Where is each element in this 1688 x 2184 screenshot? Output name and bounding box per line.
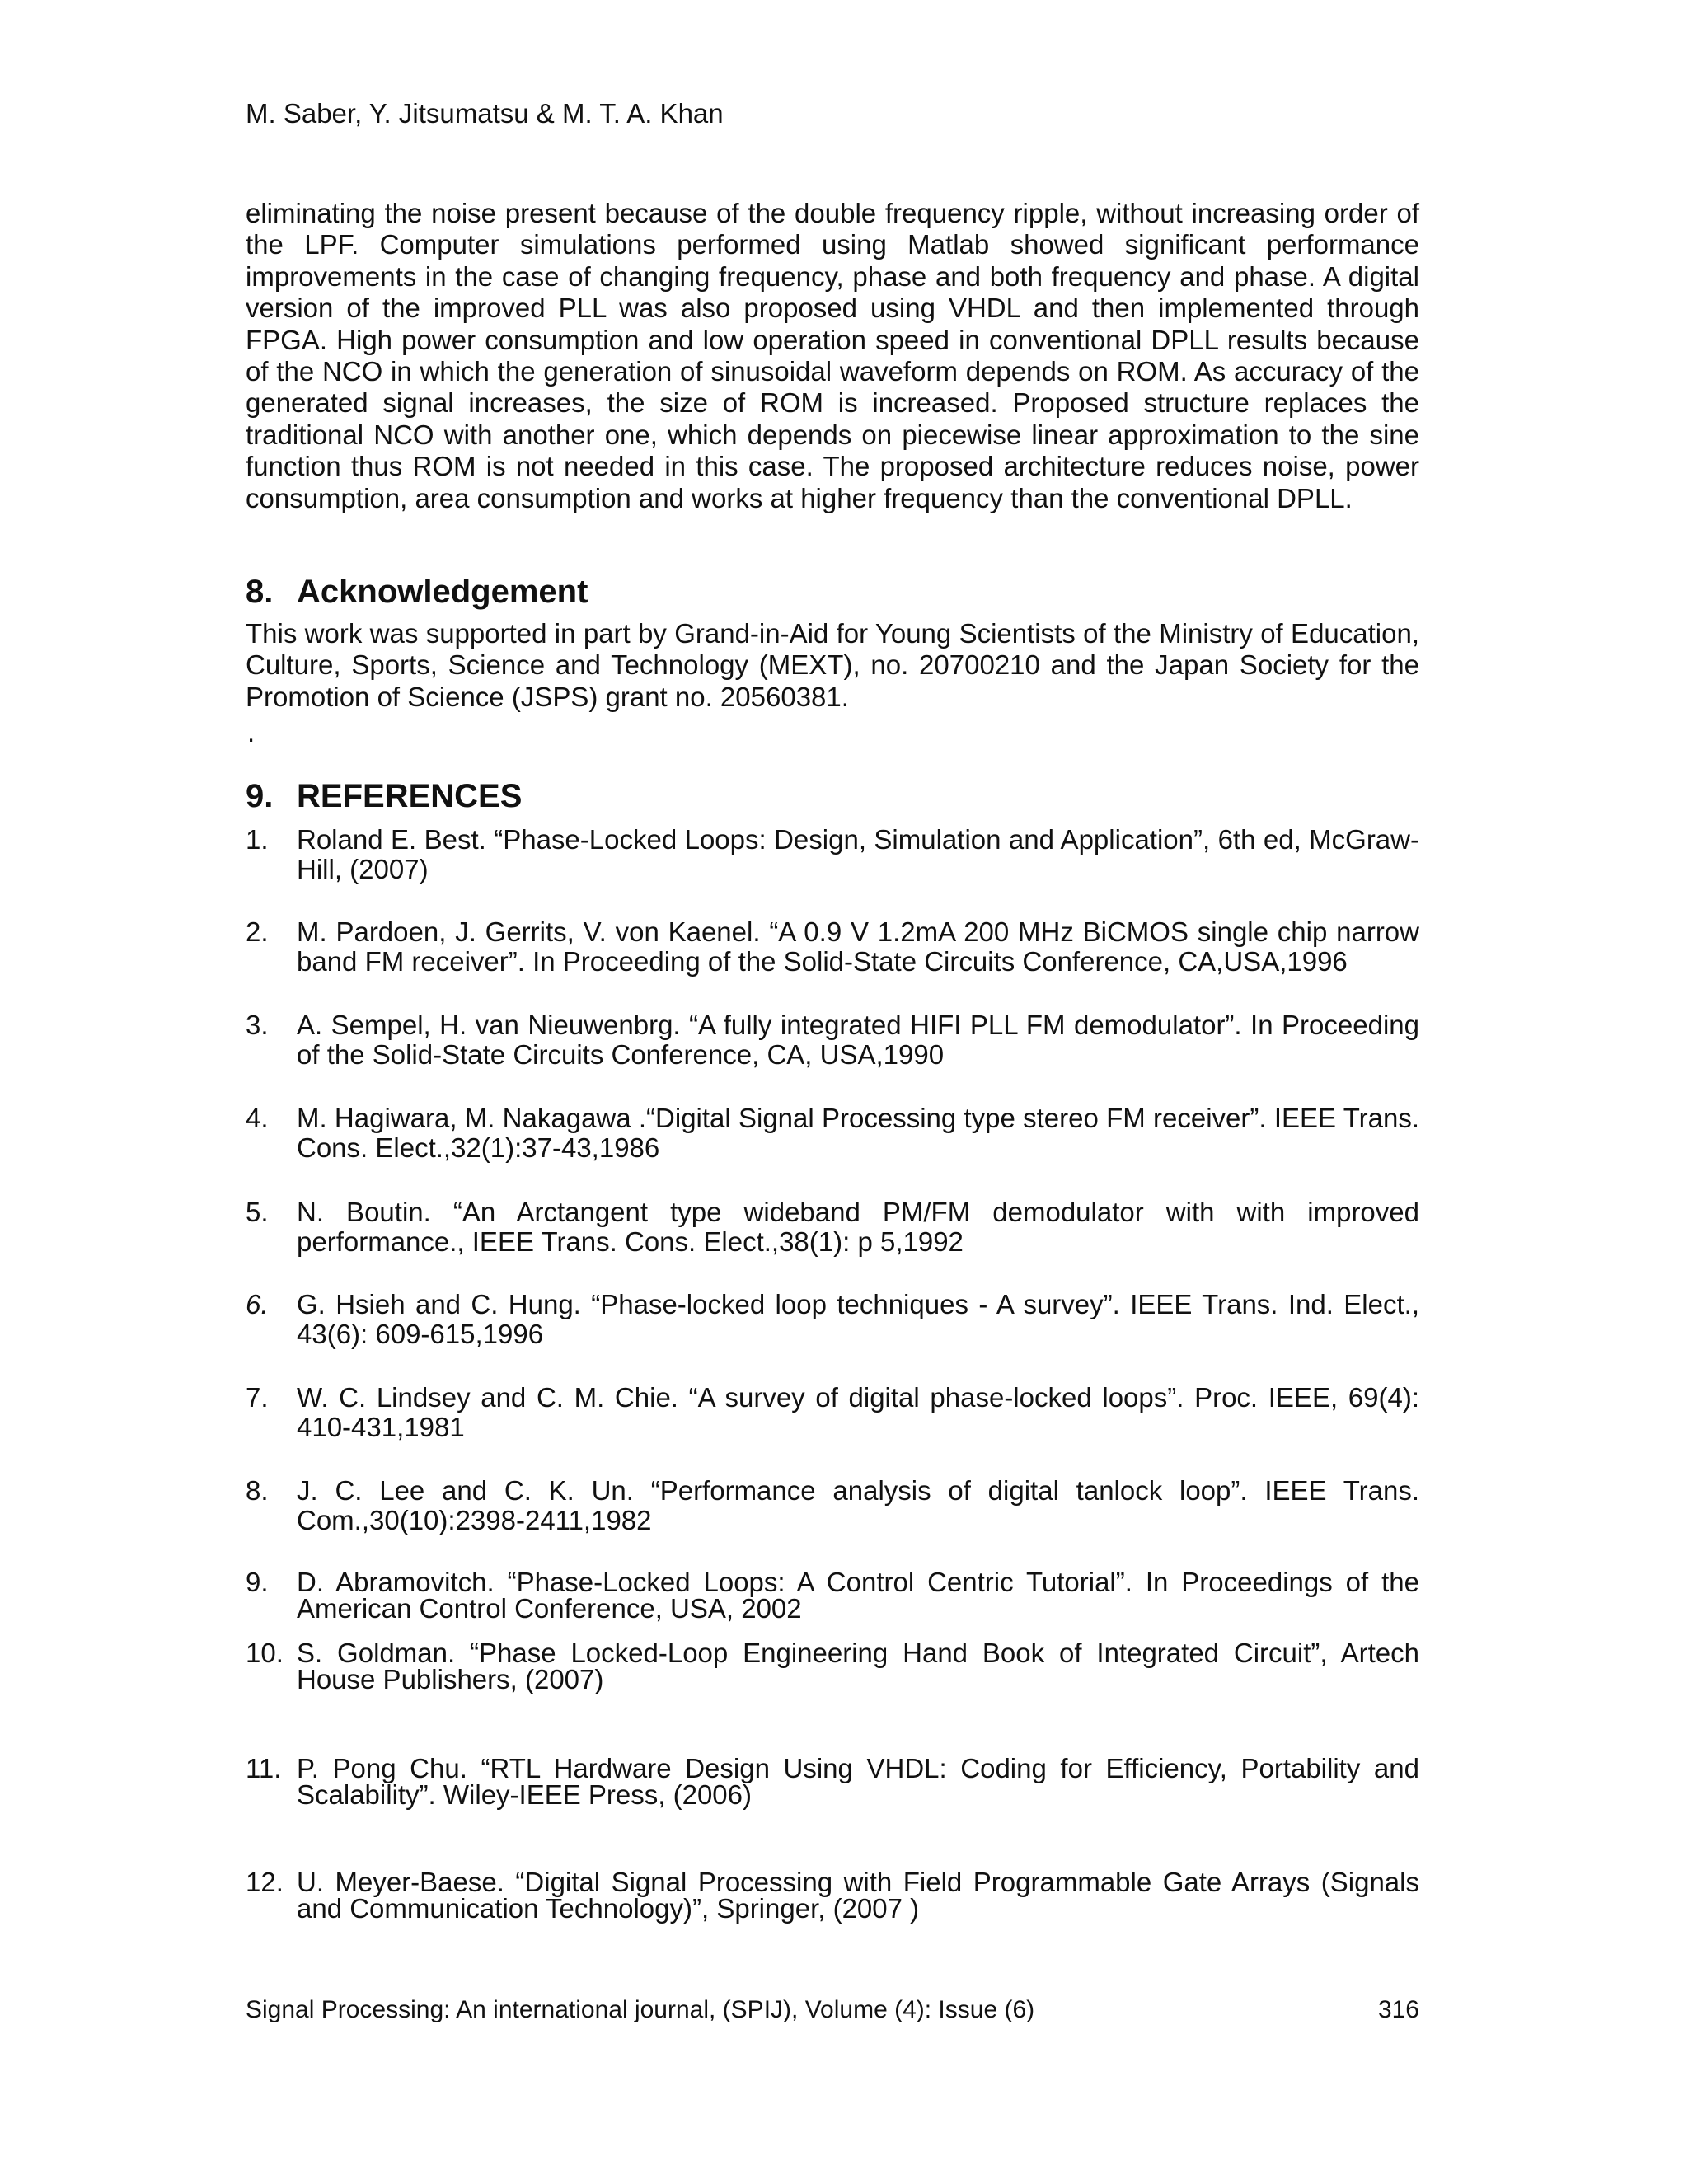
reference-item <box>246 1383 1419 1442</box>
reference-text: G. Hsieh and C. Hung. “Phase-locked loop techniques - A survey”. IEEE Trans. Ind. Elect., 43(6): 609-615,1996 <box>297 1289 1419 1349</box>
acknowledgement-heading <box>246 572 588 612</box>
section-number: 9. <box>246 778 274 814</box>
references-heading <box>246 776 522 816</box>
reference-number: 8. <box>246 1475 269 1506</box>
reference-number: 11. <box>246 1753 282 1783</box>
section-title: Acknowledgement <box>297 574 588 610</box>
section-number: 8. <box>246 574 274 610</box>
reference-item <box>246 1569 1419 1622</box>
reference-text: J. C. Lee and C. K. Un. “Performance analysis of digital tanlock loop”. IEEE Trans. Com.,30(10):2398-2411,1982 <box>297 1475 1419 1535</box>
reference-number: 4. <box>246 1103 269 1133</box>
reference-item <box>246 1476 1419 1535</box>
acknowledgement-text: This work was supported in part by Grand-in-Aid for Young Scientists of the Ministry of Education, Culture, Sports, Science and Technology (MEXT), no. 20700210 and the Japan Society for the Promotion of Science (JSPS) grant no. 20560381. <box>246 618 1419 712</box>
reference-text: U. Meyer-Baese. “Digital Signal Processing with Field Programmable Gate Arrays (Signals and Communication Technology)”, Springer, (2007 ) <box>297 1867 1419 1924</box>
reference-text: W. C. Lindsey and C. M. Chie. “A survey of digital phase-locked loops”. Proc. IEEE, 69(4): 410-431,1981 <box>297 1382 1419 1442</box>
footer-journal-line: Signal Processing: An international journal, (SPIJ), Volume (4): Issue (6) <box>246 1996 1035 2023</box>
reference-item <box>246 917 1419 977</box>
reference-item <box>246 825 1419 884</box>
reference-item <box>246 1755 1419 1808</box>
footer-page-number: 316 <box>1377 1996 1419 2023</box>
stray-period: . <box>247 717 256 748</box>
reference-item <box>246 1197 1419 1257</box>
reference-number: 2. <box>246 916 269 947</box>
reference-item <box>246 1104 1419 1163</box>
reference-text: A. Sempel, H. van Nieuwenbrg. “A fully integrated HIFI PLL FM demodulator”. In Proceeding of the Solid-State Circuits Conference, CA, USA,1990 <box>297 1010 1419 1070</box>
reference-number: 3. <box>246 1010 269 1040</box>
section-title: REFERENCES <box>297 778 523 814</box>
reference-number: 1. <box>246 824 269 855</box>
reference-item <box>246 1010 1419 1070</box>
reference-item <box>246 1640 1419 1693</box>
reference-text: M. Pardoen, J. Gerrits, V. von Kaenel. “A 0.9 V 1.2mA 200 MHz BiCMOS single chip narrow band FM receiver”. In Proceeding of the Solid-State Circuits Conference, CA,USA,1996 <box>297 916 1419 977</box>
running-head-authors: M. Saber, Y. Jitsumatsu & M. T. A. Khan <box>246 98 724 129</box>
reference-item <box>246 1869 1419 1922</box>
reference-text: N. Boutin. “An Arctangent type wideband PM/FM demodulator with with improved performance., IEEE Trans. Cons. Elect.,38(1): p 5,1992 <box>297 1197 1419 1257</box>
reference-number: 9. <box>246 1567 269 1597</box>
reference-text: D. Abramovitch. “Phase-Locked Loops: A Control Centric Tutorial”. In Proceedings of the American Control Conference, USA, 2002 <box>297 1567 1419 1624</box>
reference-text: Roland E. Best. “Phase-Locked Loops: Design, Simulation and Application”, 6th ed, McGraw-Hill, (2007) <box>297 824 1419 884</box>
reference-text: M. Hagiwara, M. Nakagawa .“Digital Signal Processing type stereo FM receiver”. IEEE Trans. Cons. Elect.,32(1):37-43,1986 <box>297 1103 1419 1163</box>
reference-text: P. Pong Chu. “RTL Hardware Design Using VHDL: Coding for Efficiency, Portability and Scalability”. Wiley-IEEE Press, (2006) <box>297 1753 1419 1810</box>
reference-item <box>246 1290 1419 1349</box>
reference-number: 7. <box>246 1382 269 1413</box>
reference-number: 12. <box>246 1867 284 1897</box>
reference-number: 5. <box>246 1197 269 1227</box>
reference-number: 6. <box>246 1289 269 1319</box>
reference-number: 10. <box>246 1638 284 1668</box>
body-paragraph: eliminating the noise present because of the double frequency ripple, without increasing order of the LPF. Computer simulations performed using Matlab showed significant performance improvements in the case of changing frequency, phase and both frequency and phase. A digital version of the improved PLL was also proposed using VHDL and then implemented through FPGA. High power consumption and low operation speed in conventional DPLL results because of the NCO in which the generation of sinusoidal waveform depends on ROM. As accuracy of the generated signal increases, the size of ROM is increased. Proposed structure replaces the traditional NCO with another one, which depends on piecewise linear approximation to the sine function thus ROM is not needed in this case. The proposed architecture reduces noise, power consumption, area consumption and works at higher frequency than the conventional DPLL. <box>246 198 1419 513</box>
reference-text: S. Goldman. “Phase Locked-Loop Engineering Hand Book of Integrated Circuit”, Artech House Publishers, (2007) <box>297 1638 1419 1694</box>
